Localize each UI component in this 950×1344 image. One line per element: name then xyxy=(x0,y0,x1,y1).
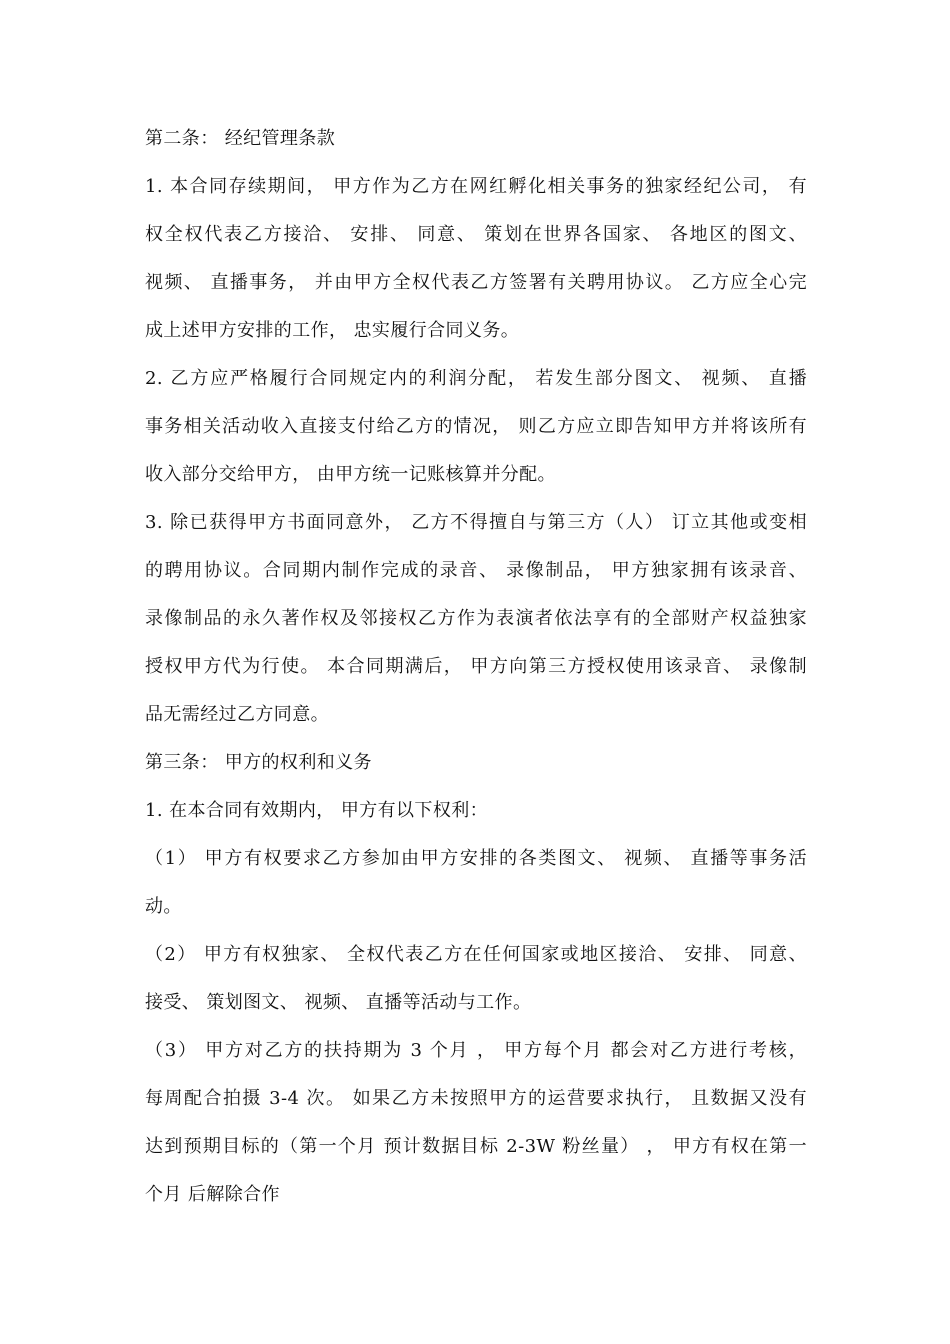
clause-2-3-line-1: 3. 除已获得甲方书面同意外， 乙方不得擅自与第三方（人） 订立其他或变相 xyxy=(145,512,807,533)
clause-2-1-line-2: 权全权代表乙方接洽、 安排、 同意、 策划在世界各国家、 各地区的图文、 xyxy=(145,224,807,245)
clause-2-3-line-5: 品无需经过乙方同意。 xyxy=(145,704,329,725)
item-3-line-2: 每周配合拍摄 3-4 次。 如果乙方未按照甲方的运营要求执行， 且数据又没有 xyxy=(145,1088,807,1109)
article-3-heading: 第三条： 甲方的权利和义务 xyxy=(145,752,372,773)
clause-2-2-line-2: 事务相关活动收入直接支付给乙方的情况， 则乙方应立即告知甲方并将该所有 xyxy=(145,416,807,437)
item-2-line-1: （2） 甲方有权独家、 全权代表乙方在任何国家或地区接洽、 安排、 同意、 xyxy=(145,944,807,965)
clause-2-3-line-2: 的聘用协议。合同期内制作完成的录音、 录像制品， 甲方独家拥有该录音、 xyxy=(145,560,807,581)
item-3-line-1: （3） 甲方对乙方的扶持期为 3 个月 ， 甲方每个月 都会对乙方进行考核， xyxy=(145,1040,807,1061)
clause-2-3-line-4: 授权甲方代为行使。 本合同期满后， 甲方向第三方授权使用该录音、 录像制 xyxy=(145,656,807,677)
item-3-line-3: 达到预期目标的（第一个月 预计数据目标 2-3W 粉丝量） ， 甲方有权在第一 xyxy=(145,1136,807,1157)
clause-2-1-line-4: 成上述甲方安排的工作， 忠实履行合同义务。 xyxy=(145,320,520,341)
item-3-line-4: 个月 后解除合作 xyxy=(145,1184,280,1205)
item-1-line-1: （1） 甲方有权要求乙方参加由甲方安排的各类图文、 视频、 直播等事务活 xyxy=(145,848,807,869)
clause-2-1-line-3: 视频、 直播事务， 并由甲方全权代表乙方签署有关聘用协议。 乙方应全心完 xyxy=(145,272,807,293)
clause-2-1-line-1: 1. 本合同存续期间， 甲方作为乙方在网红孵化相关事务的独家经纪公司， 有 xyxy=(145,176,807,197)
clause-2-3-line-3: 录像制品的永久著作权及邻接权乙方作为表演者依法享有的全部财产权益独家 xyxy=(145,608,807,629)
clause-2-2-line-1: 2. 乙方应严格履行合同规定内的利润分配， 若发生部分图文、 视频、 直播 xyxy=(145,368,807,389)
clause-3-1: 1. 在本合同有效期内， 甲方有以下权利： xyxy=(145,800,489,821)
item-2-line-2: 接受、 策划图文、 视频、 直播等活动与工作。 xyxy=(145,992,532,1013)
clause-2-2-line-3: 收入部分交给甲方， 由甲方统一记账核算并分配。 xyxy=(145,464,556,485)
item-1-line-2: 动。 xyxy=(145,896,182,917)
article-2-heading: 第二条： 经纪管理条款 xyxy=(145,128,336,149)
